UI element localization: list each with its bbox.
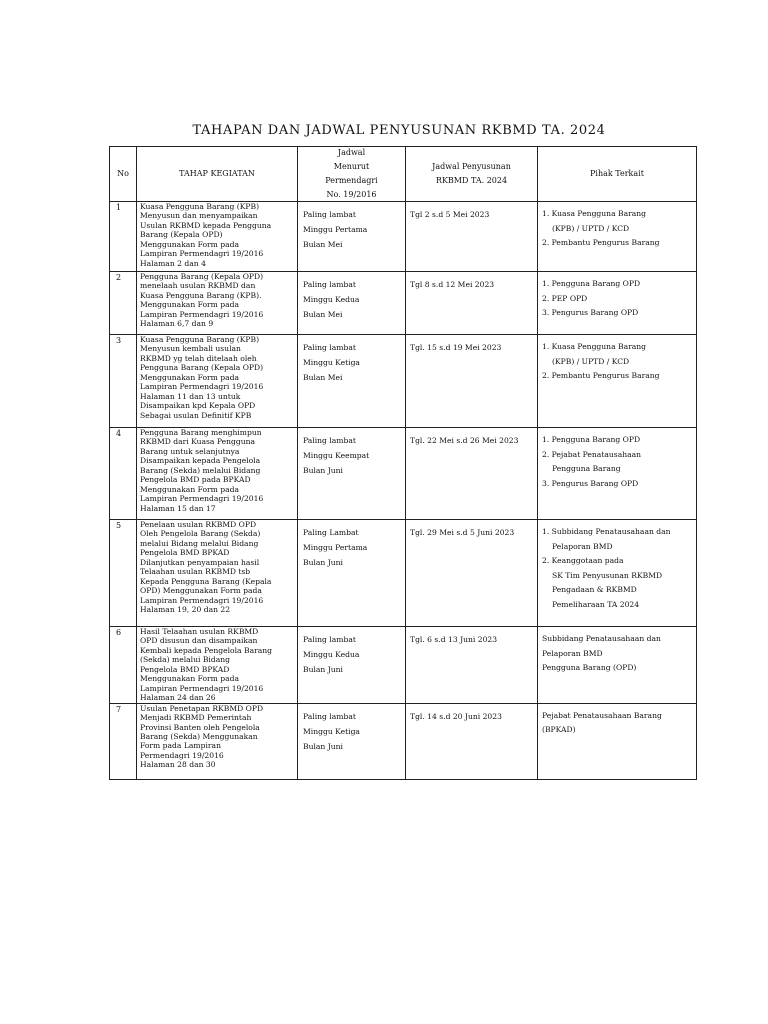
jadwal-permendagri-cell — [298, 703, 406, 779]
kegiatan-line: Lampiran Permendagri 19/2016 — [140, 595, 264, 605]
kegiatan-line: Menggunakan Form pada — [140, 300, 240, 310]
kegiatan-line: Dilanjutkan penyampaian hasil — [140, 557, 260, 567]
jadwal-permendagri-cell — [298, 627, 406, 704]
pihak-terkait-line: 1. Subbidang Penatausahaan dan — [542, 527, 671, 536]
pihak-terkait-line: Pengguna Barang (OPD) — [542, 663, 637, 672]
jadwal-permendagri-line: Minggu Pertama — [303, 225, 368, 234]
jadwal-permendagri-line: Bulan Juni — [303, 466, 343, 475]
pihak-terkait-line: Pelaporan BMD — [542, 648, 603, 658]
table-row — [110, 202, 697, 272]
kegiatan-line: Lampiran Permendagri 19/2016 — [140, 309, 264, 319]
jadwal-permendagri-cell — [298, 428, 406, 520]
kegiatan-line: Halaman 6,7 dan 9 — [140, 319, 214, 329]
kegiatan-line: menelaah usulan RKBMD dan — [140, 281, 256, 291]
kegiatan-cell — [137, 627, 298, 704]
pihak-terkait-cell — [538, 703, 697, 779]
jadwal-permendagri-line: Paling lambat — [303, 711, 356, 721]
page-title: TAHAPAN DAN JADWAL PENYUSUNAN RKBMD TA. 2024 — [192, 123, 606, 138]
pihak-terkait-line: 3. Pengurus Barang OPD — [542, 478, 639, 488]
kegiatan-line: Pengelola BMD BPKAD — [140, 548, 230, 558]
jadwal-permendagri-cell — [298, 520, 406, 627]
kegiatan-line: Halaman 11 dan 13 untuk — [140, 391, 241, 401]
kegiatan-line: Penelaan usulan RKBMD OPD — [140, 520, 257, 529]
jadwal-permendagri-line: Bulan Mei — [303, 240, 343, 249]
jadwal-permendagri-cell — [298, 335, 406, 428]
kegiatan-line: Menggunakan Form pada — [140, 239, 240, 249]
kegiatan-line: Menggunakan Form pada — [140, 484, 240, 494]
kegiatan-line: Pengelola BMD BPKAD — [140, 664, 230, 674]
jadwal-permendagri-line: Minggu Ketiga — [303, 358, 360, 367]
header-jadwal-penyusunan: Jadwal Penyusunan RKBMD TA. 2024 — [406, 147, 538, 202]
kegiatan-line: OPD disusun dan disampaikan — [140, 636, 258, 646]
jadwal-permendagri-line: Paling lambat — [303, 280, 356, 289]
pihak-terkait-line: 2. Pejabat Penatausahaan — [542, 449, 642, 459]
pihak-terkait-cell — [538, 428, 697, 520]
pihak-terkait-line: SK Tim Penyusunan RKBMD — [552, 570, 663, 580]
kegiatan-line: Hasil Telaahan usulan RKBMD — [140, 627, 259, 636]
kegiatan-line: Menyusun kembali usulan — [140, 344, 241, 354]
kegiatan-line: Pengguna Barang menghimpun — [140, 428, 262, 437]
kegiatan-line: Barang (Sekda) melalui Bidang — [140, 465, 261, 475]
pihak-terkait-line: (KPB) / UPTD / KCD — [552, 356, 630, 366]
pihak-terkait-line: Pelaporan BMD — [552, 541, 613, 551]
kegiatan-line: Kuasa Pengguna Barang (KPB) — [140, 202, 260, 211]
jadwal-permendagri-line: Minggu Ketiga — [303, 726, 360, 736]
pihak-terkait-cell — [538, 627, 697, 704]
pihak-terkait-line: Pejabat Penatausahaan Barang — [542, 710, 662, 720]
jadwal-permendagri-cell — [298, 202, 406, 272]
kegiatan-line: Menggunakan Form pada — [140, 674, 240, 684]
kegiatan-line: Barang untuk selanjutnya — [140, 446, 240, 456]
pihak-terkait-cell — [538, 272, 697, 335]
jadwal-permendagri-line: Bulan Juni — [303, 665, 343, 674]
kegiatan-line: Telaahan usulan RKBMD tsb — [140, 567, 251, 577]
pihak-terkait-line: Subbidang Penatausahaan dan — [542, 634, 661, 643]
kegiatan-line: Pengguna Barang (Kepala OPD) — [140, 363, 264, 373]
jadwal-permendagri-line: Paling lambat — [303, 343, 356, 352]
jadwal-penyusunan-cell: Tgl 8 s.d 12 Mei 2023 — [406, 272, 538, 335]
kegiatan-line: Usulan RKBMD kepada Pengguna — [140, 220, 272, 230]
kegiatan-cell — [137, 703, 298, 779]
row-number: 2 — [110, 272, 137, 335]
kegiatan-line: Halaman 19, 20 dan 22 — [140, 605, 231, 615]
kegiatan-line: Kembali kepada Pengelola Barang — [140, 645, 273, 655]
jadwal-permendagri-line: Bulan Juni — [303, 558, 343, 567]
kegiatan-line: Lampiran Permendagri 19/2016 — [140, 249, 264, 259]
pihak-terkait-line: 1. Pengguna Barang OPD — [542, 279, 641, 288]
kegiatan-line: Kuasa Pengguna Barang (KPB) — [140, 335, 260, 344]
kegiatan-cell — [137, 202, 298, 272]
jadwal-permendagri-line: Minggu Pertama — [303, 543, 368, 552]
pihak-terkait-cell — [538, 335, 697, 428]
kegiatan-line: Provinsi Banten oleh Pengelola — [140, 722, 260, 732]
table-row — [110, 627, 697, 704]
kegiatan-line: Kepada Pengguna Barang (Kepala — [140, 576, 272, 586]
table-row — [110, 428, 697, 520]
kegiatan-line: Halaman 24 dan 26 — [140, 693, 216, 703]
jadwal-penyusunan-cell: Tgl 2 s.d 5 Mei 2023 — [406, 202, 538, 272]
schedule-table — [109, 146, 697, 780]
kegiatan-line: Halaman 28 dan 30 — [140, 760, 216, 770]
header-tahap-kegiatan: TAHAP KEGIATAN — [137, 147, 298, 202]
kegiatan-line: Barang (Kepala OPD) — [140, 230, 223, 240]
table-row — [110, 335, 697, 428]
kegiatan-line: OPD) Menggunakan Form pada — [140, 586, 262, 596]
row-number: 4 — [110, 428, 137, 520]
pihak-terkait-line: Pengadaan & RKBMD — [552, 585, 637, 594]
jadwal-permendagri-line: Paling lambat — [303, 635, 356, 644]
kegiatan-line: RKBMD dari Kuasa Pengguna — [140, 437, 256, 447]
jadwal-permendagri-cell — [298, 272, 406, 335]
kegiatan-line: Kuasa Pengguna Barang (KPB). — [140, 290, 262, 300]
kegiatan-line: (Sekda) melalui Bidang — [140, 655, 230, 665]
pihak-terkait-line: 2. PEP OPD — [542, 293, 588, 303]
kegiatan-line: Menggunakan Form pada — [140, 372, 240, 382]
kegiatan-line: Pengelola BMD pada BPKAD — [140, 475, 251, 485]
kegiatan-line: Barang (Sekda) Menggunakan — [140, 731, 258, 741]
kegiatan-line: RKBMD yg telah ditelaah oleh — [140, 353, 257, 363]
kegiatan-line: melalui Bidang melalui Bidang — [140, 538, 259, 548]
pihak-terkait-cell — [538, 520, 697, 627]
kegiatan-line: Lampiran Permendagri 19/2016 — [140, 683, 264, 693]
header-no: No — [110, 147, 137, 202]
kegiatan-line: Sebagai usulan Definitif KPB — [140, 410, 252, 420]
pihak-terkait-line: 2. Pembantu Pengurus Barang — [542, 371, 660, 380]
pihak-terkait-line: 1. Kuasa Pengguna Barang — [542, 342, 647, 351]
pihak-terkait-line: 2. Pembantu Pengurus Barang — [542, 238, 660, 247]
pihak-terkait-line: 1. Kuasa Pengguna Barang — [542, 209, 647, 218]
pihak-terkait-line: 3. Pengurus Barang OPD — [542, 308, 639, 317]
pihak-terkait-line: 1. Pengguna Barang OPD — [542, 435, 641, 444]
row-number: 6 — [110, 627, 137, 704]
jadwal-permendagri-line: Paling lambat — [303, 436, 356, 445]
kegiatan-cell — [137, 428, 298, 520]
pihak-terkait-line: 2. Keanggotaan pada — [542, 556, 624, 565]
jadwal-permendagri-line: Bulan Mei — [303, 373, 343, 382]
header-pihak-terkait: Pihak Terkait — [538, 147, 697, 202]
jadwal-penyusunan-cell: Tgl. 15 s.d 19 Mei 2023 — [406, 335, 538, 428]
row-number: 3 — [110, 335, 137, 428]
table-row — [110, 272, 697, 335]
kegiatan-cell — [137, 520, 298, 627]
kegiatan-line: Lampiran Permendagri 19/2016 — [140, 382, 264, 392]
jadwal-permendagri-line: Minggu Keempat — [303, 451, 370, 460]
pihak-terkait-line: (KPB) / UPTD / KCD — [552, 223, 630, 233]
jadwal-permendagri-line: Paling Lambat — [303, 528, 359, 537]
kegiatan-line: Form pada Lampiran — [140, 741, 221, 751]
table-header-row — [110, 147, 697, 202]
kegiatan-line: Lampiran Permendagri 19/2016 — [140, 494, 264, 504]
jadwal-permendagri-line: Minggu Kedua — [303, 295, 360, 304]
header-jadwal-permendagri: Jadwal Menurut Permendagri No. 19/2016 — [298, 147, 406, 202]
kegiatan-line: Halaman 15 dan 17 — [140, 503, 216, 513]
jadwal-permendagri-line: Bulan Mei — [303, 310, 343, 319]
kegiatan-line: Permendagri 19/2016 — [140, 750, 224, 760]
kegiatan-line: Disampaikan kpd Kepala OPD — [140, 401, 256, 411]
jadwal-permendagri-line: Paling lambat — [303, 210, 356, 219]
row-number: 7 — [110, 703, 137, 779]
kegiatan-line: Halaman 2 dan 4 — [140, 258, 206, 268]
pihak-terkait-line: (BPKAD) — [542, 725, 576, 735]
kegiatan-cell — [137, 335, 298, 428]
kegiatan-line: Usulan Penetapan RKBMD OPD — [140, 703, 264, 713]
pihak-terkait-line: Pemeliharaan TA 2024 — [552, 599, 640, 609]
row-number: 1 — [110, 202, 137, 272]
kegiatan-cell — [137, 272, 298, 335]
pihak-terkait-line: Pengguna Barang — [552, 464, 621, 473]
kegiatan-line: Menjadi RKBMD Pemerintah — [140, 713, 252, 723]
pihak-terkait-cell — [538, 202, 697, 272]
kegiatan-line: Oleh Pengelola Barang (Sekda) — [140, 529, 261, 539]
jadwal-penyusunan-cell: Tgl. 29 Mei s.d 5 Juni 2023 — [406, 520, 538, 627]
jadwal-penyusunan-cell: Tgl. 6 s.d 13 Juni 2023 — [406, 627, 538, 704]
jadwal-permendagri-line: Minggu Kedua — [303, 650, 360, 659]
table-row — [110, 703, 697, 779]
kegiatan-line: Disampaikan kepada Pengelola — [140, 456, 261, 466]
table-row — [110, 520, 697, 627]
kegiatan-line: Menyusun dan menyampaikan — [140, 211, 258, 221]
jadwal-penyusunan-cell: Tgl. 22 Mei s.d 26 Mei 2023 — [406, 428, 538, 520]
kegiatan-line: Pengguna Barang (Kepala OPD) — [140, 272, 264, 281]
jadwal-penyusunan-cell: Tgl. 14 s.d 20 Juni 2023 — [406, 703, 538, 779]
jadwal-permendagri-line: Bulan Juni — [303, 741, 343, 751]
row-number: 5 — [110, 520, 137, 627]
